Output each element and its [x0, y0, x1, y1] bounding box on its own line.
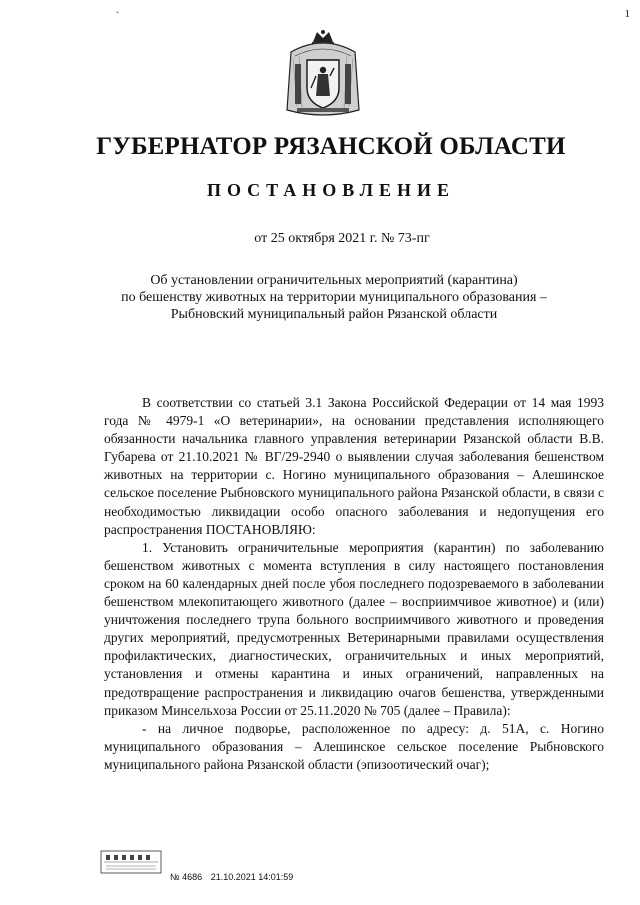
body-paragraph: - на личное подворье, расположенное по адресу: д. 51А, с. Ногино муниципального образования – Алешинское сельское поселение Рыбновского муниципального района Рязанской области (эпизоотический очаг);: [104, 720, 604, 772]
registration-stamp-icon: [100, 850, 162, 874]
body-paragraph: 1. Установить ограничительные мероприятия (карантин) по заболеванию бешенством животных с момента вступления в силу настоящего постановления сроком на 60 календарных дней после убоя последнего подозреваемого в заболевании бешенством млекопитающего животного (далее – восприимчивое животное) и (или) уничтожения последнего трупа больного восприимчивого животного и проведения других мероприятий, предусмотренных Ветеринарными правилами осуществления профилактических, диагностических, ограничительных и иных мероприятий, установления и отмены карантина и иных ограничений, направленных на предотвращение распространения и ликвидацию очагов бешенства, утвержденными приказом Минсельхоза России от 25.11.2020 № 705 (далее – Правила):: [104, 539, 604, 718]
registration-line: [170, 872, 299, 882]
document-subject: [0, 272, 640, 323]
registration-timestamp: 21.10.2021 14:01:59: [210, 872, 294, 882]
document-date: от 25 октября 2021 г. № 73-пг: [254, 231, 430, 246]
subject-line: Рыбновский муниципальный район Рязанской области: [170, 307, 498, 322]
document-title: ГУБЕРНАТОР РЯЗАНСКОЙ ОБЛАСТИ: [96, 133, 566, 160]
ryazan-coat-of-arms-icon: [283, 28, 363, 120]
subject-line: Об установлении ограничительных мероприятий (карантина): [150, 273, 518, 288]
document-body: [104, 394, 604, 774]
registration-number: № 4686: [170, 872, 203, 882]
page-number: 1: [624, 8, 630, 20]
body-paragraph: В соответствии со статьей 3.1 Закона Российской Федерации от 14 мая 1993 года № 4979-1 «О ветеринарии», на основании представления исполняющего обязанности начальника главного управления ветеринарии Рязанской области В.В. Губарева от 21.10.2021 № ВГ/29-2940 о выявлении случая заболевания бешенством животных на территории с. Ногино муниципального образования – Алешинское сельское поселение Рыбновского муниципального района Рязанской области, в связи с необходимостью ликвидации особо опасного заболевания и недопущения его распространения ПОСТАНОВЛЯЮ:: [104, 395, 604, 537]
scan-mark: ˇ: [116, 10, 119, 20]
subject-line: по бешенству животных на территории муниципального образования –: [121, 290, 547, 305]
document-type: ПОСТАНОВЛЕНИЕ: [206, 180, 456, 200]
